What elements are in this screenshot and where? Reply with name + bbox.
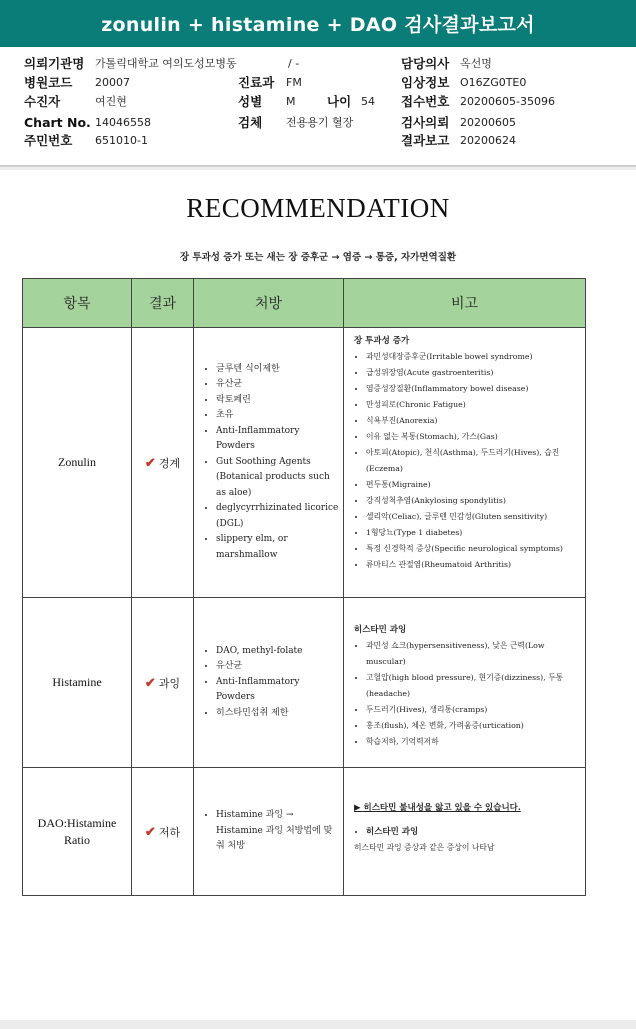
list-item: • deglycyrrhizinated licorice (DGL) bbox=[216, 501, 339, 532]
list-item: • 아토피(Atopic), 천식(Asthma), 두드러기(Hives), 습진(Eczema) bbox=[366, 445, 579, 477]
list-item: • Anti-Inflammatory Powders bbox=[216, 675, 339, 706]
remarks-text: 히스타민 과잉 증상과 같은 증상이 나타남 bbox=[354, 843, 495, 852]
list-item: • 유산균 bbox=[216, 659, 339, 675]
list-item: • Histamine 과잉 → Histamine 과잉 처방법에 맞춰 처방 bbox=[216, 808, 339, 855]
prescription-cell bbox=[194, 598, 344, 768]
item-cell: Histamine bbox=[23, 598, 132, 768]
institution-extra: / - bbox=[288, 57, 300, 70]
remarks-list bbox=[354, 824, 579, 840]
column-header-prescription: 처방 bbox=[194, 279, 344, 328]
remarks-cell bbox=[344, 328, 586, 598]
list-item: • 이유 없는 복통(Stomach), 가스(Gas) bbox=[366, 429, 579, 445]
list-item: • 류마티스 관절염(Rheumatoid Arthritis) bbox=[366, 557, 579, 573]
prescription-list bbox=[200, 808, 339, 855]
patient-label: 수진자 bbox=[24, 94, 61, 109]
patient-info-header bbox=[0, 47, 636, 167]
checkmark-icon: ✔ bbox=[144, 824, 156, 840]
item-cell: Zonulin bbox=[23, 328, 132, 598]
remarks-heading: • 히스타민 과잉 bbox=[366, 824, 579, 840]
report-label: 결과보고 bbox=[401, 133, 450, 148]
list-item: • DAO, methyl-folate bbox=[216, 644, 339, 660]
recommendation-title: RECOMMENDATION bbox=[186, 193, 450, 223]
dept-label: 진료과 bbox=[238, 75, 275, 90]
ssn-value: 651010-1 bbox=[95, 134, 148, 147]
result-value: 경계 bbox=[158, 456, 181, 470]
result-cell bbox=[132, 328, 194, 598]
list-item: • 1형당뇨(Type 1 diabetes) bbox=[366, 525, 579, 541]
hospital-code-label: 병원코드 bbox=[24, 75, 73, 90]
checkmark-icon: ✔ bbox=[144, 675, 156, 691]
doctor-label: 담당의사 bbox=[401, 56, 450, 71]
prescription-cell bbox=[194, 768, 344, 896]
result-cell bbox=[132, 768, 194, 896]
clinical-value: O16ZG0TE0 bbox=[460, 76, 527, 89]
accession-value: 20200605-35096 bbox=[460, 95, 555, 108]
remarks-list bbox=[354, 638, 579, 750]
dept-value: FM bbox=[286, 76, 302, 89]
result-cell bbox=[132, 598, 194, 768]
prescription-list bbox=[200, 362, 339, 564]
patient-value: 여진현 bbox=[95, 95, 127, 108]
report-value: 20200624 bbox=[460, 134, 516, 147]
age-label: 나이 bbox=[327, 94, 352, 109]
specimen-value: 전용용기 혈장 bbox=[286, 116, 354, 129]
remarks-cell bbox=[344, 598, 586, 768]
list-item: • 셀리악(Celiac), 글루텐 민감성(Gluten sensitivity) bbox=[366, 509, 579, 525]
list-item: • 홍조(flush), 체온 변화, 가려움증(urtication) bbox=[366, 718, 579, 734]
list-item: • 특정 신경학적 증상(Specific neurological symptoms) bbox=[366, 541, 579, 557]
column-header-remarks: 비고 bbox=[344, 279, 586, 328]
list-item: • 강직성척추염(Ankylosing spondylitis) bbox=[366, 493, 579, 509]
remarks-cell bbox=[344, 768, 586, 896]
list-item: • 글루텐 식이제한 bbox=[216, 362, 339, 378]
recommendation-table bbox=[22, 278, 586, 896]
list-item: • 학습저하, 기억력저하 bbox=[366, 734, 579, 750]
column-header-item: 항목 bbox=[23, 279, 132, 328]
warning-text: ▶ 히스타민 불내성을 앓고 있을 수 있습니다. bbox=[354, 803, 521, 813]
list-item: • Gut Soothing Agents (Botanical products such as aloe) bbox=[216, 455, 339, 502]
item-cell: DAO:Histamine Ratio bbox=[23, 768, 132, 896]
list-item: • 두드러기(Hives), 생리통(cramps) bbox=[366, 702, 579, 718]
institution-label: 의뢰기관명 bbox=[24, 56, 85, 71]
list-item: • slippery elm, or marshmallow bbox=[216, 532, 339, 563]
list-item: • 유산균 bbox=[216, 377, 339, 393]
specimen-label: 검체 bbox=[238, 115, 263, 130]
ssn-label: 주민번호 bbox=[24, 133, 73, 148]
list-item: • 히스타민섭취 제한 bbox=[216, 706, 339, 722]
table-row bbox=[23, 328, 586, 598]
list-item: • 초유 bbox=[216, 408, 339, 424]
checkmark-icon: ✔ bbox=[144, 455, 156, 471]
list-item: • 과민성 쇼크(hypersensitiveness), 낮은 근력(Low muscular) bbox=[366, 638, 579, 670]
list-item: • 만성피로(Chronic Fatigue) bbox=[366, 397, 579, 413]
list-item: • 락토페린 bbox=[216, 393, 339, 409]
result-value: 저하 bbox=[158, 825, 181, 839]
table-row bbox=[23, 598, 586, 768]
hospital-code-value: 20007 bbox=[95, 76, 130, 89]
sex-value: M bbox=[286, 95, 296, 108]
prescription-list bbox=[200, 644, 339, 722]
report-title: zonulin + histamine + DAO 검사결과보고서 bbox=[0, 0, 636, 47]
remarks-heading: 장 투과성 증가 bbox=[354, 336, 410, 346]
request-value: 20200605 bbox=[460, 116, 516, 129]
list-item: • 고혈압(high blood pressure), 현기증(dizziness), 두통(headache) bbox=[366, 670, 579, 702]
prescription-cell bbox=[194, 328, 344, 598]
list-item: • 식욕부진(Anorexia) bbox=[366, 413, 579, 429]
accession-label: 접수번호 bbox=[401, 94, 450, 109]
clinical-label: 임상정보 bbox=[401, 75, 450, 90]
request-label: 검사의뢰 bbox=[401, 115, 450, 130]
table-row bbox=[23, 768, 586, 896]
chart-label: Chart No. bbox=[24, 115, 91, 130]
result-value: 과잉 bbox=[158, 676, 181, 690]
table-header-row bbox=[23, 279, 586, 328]
list-item: • 급성위장염(Acute gastroenteritis) bbox=[366, 365, 579, 381]
sex-label: 성별 bbox=[238, 94, 263, 109]
recommendation-subtitle: 장 투과성 증가 또는 새는 장 증후군 → 염증 → 통증, 자가면역질환 bbox=[179, 252, 457, 263]
column-header-result: 결과 bbox=[132, 279, 194, 328]
chart-value: 14046558 bbox=[95, 116, 151, 129]
list-item: • Anti-Inflammatory Powders bbox=[216, 424, 339, 455]
institution-value: 가톨릭대학교 여의도성모병동 bbox=[95, 57, 237, 70]
list-item: • 편두통(Migraine) bbox=[366, 477, 579, 493]
remarks-list bbox=[354, 349, 579, 573]
list-item: • 과민성대장증후군(Irritable bowel syndrome) bbox=[366, 349, 579, 365]
remarks-heading: 히스타민 과잉 bbox=[354, 625, 407, 635]
doctor-value: 옥선명 bbox=[460, 57, 492, 70]
list-item: • 염증성장질환(Inflammatory bowel disease) bbox=[366, 381, 579, 397]
age-value: 54 bbox=[361, 95, 375, 108]
